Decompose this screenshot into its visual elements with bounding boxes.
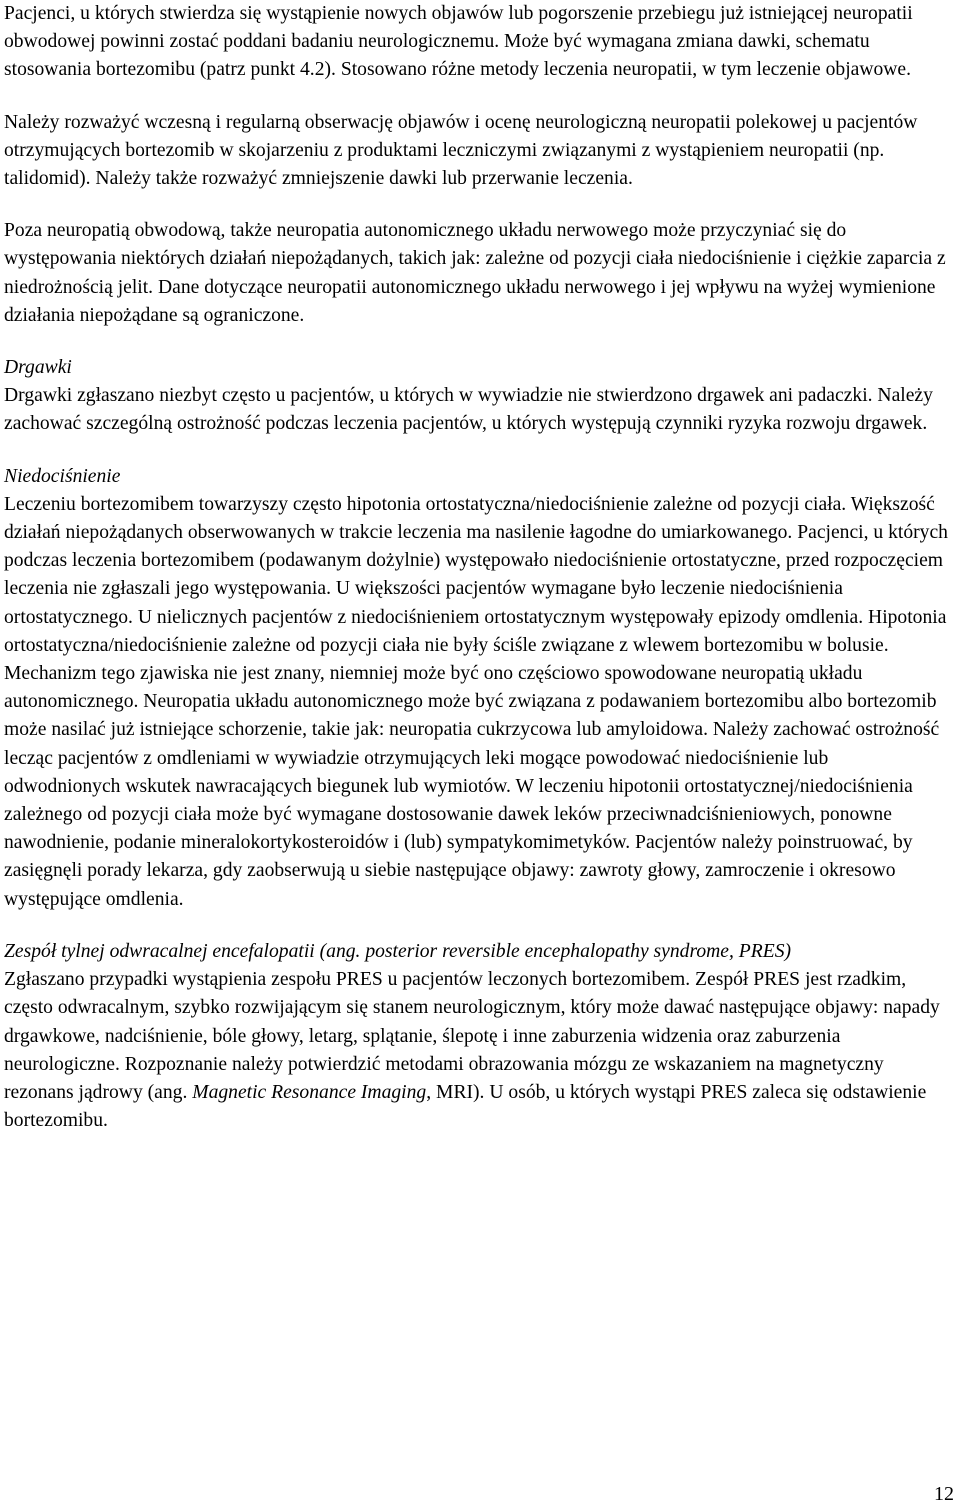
pres-body-italic-term: Magnetic Resonance Imaging <box>192 1081 427 1103</box>
page-number: 12 <box>934 1483 954 1505</box>
section-body-pres <box>4 966 948 1135</box>
section-body-hypotension: Leczeniu bortezomibem towarzyszy często hipotonia ortostatyczna/niedociśnienie zależne od pozycji ciała. Większość działań niepożądanych obserwowanych w trakcie leczenia ma nasilenie łagodne do umiarkowanego. Pacjenci, u których podczas leczenia bortezomibem (podawanym dożylnie) występowało niedociśnienie ortostatyczne, przed rozpoczęciem leczenia nie zgłaszali jego występowania. U większości pacjentów wymagane było leczenie niedociśnienia ortostatycznego. U nielicznych pacjentów z niedociśnieniem ortostatycznym występowały epizody omdlenia. Hipotonia ortostatyczna/niedociśnienie zależne od pozycji ciała nie były ściśle związane z wlewem bortezomibu w bolusie. Mechanizm tego zjawiska nie jest znany, niemniej może być ono częściowo spowodowane neuropatią układu autonomicznego. Neuropatia układu autonomicznego może być związana z podawaniem bortezomibu albo bortezomib może nasilać już istniejące schorzenie, takie jak: neuropatia cukrzycowa lub amyloidowa. Należy zachować ostrożność lecząc pacjentów z omdleniami w wywiadzie otrzymujących leki mogące powodować niedociśnienie lub odwodnionych wskutek nawracających biegunek lub wymiotów. W leczeniu hipotonii ortostatycznej/niedociśnienia zależnego od pozycji ciała może być wymagane dostosowanie dawek leków przeciwnadciśnieniowych, ponowne nawodnienie, podanie mineralokortykosteroidów i (lub) sympatykomimetyków. Pacjentów należy poinstruować, by zasięgnęli porady lekarza, gdy zaobserwują u siebie następujące objawy: zawroty głowy, zamroczenie i okresowo występujące omdlenia. <box>4 493 948 910</box>
section-heading-pres: Zespół tylnej odwracalnej encefalopatii (ang. posterior reversible encephalopathy syndrome, PRES) <box>4 940 792 962</box>
section-body-seizures: Drgawki zgłaszano niezbyt często u pacjentów, u których w wywiadzie nie stwierdzono drgawek ani padaczki. Należy zachować szczególną ostrożność podczas leczenia pacjentów, u których występują czynniki ryzyka rozwoju drgawek. <box>4 385 933 435</box>
section-seizures <box>4 354 948 439</box>
document-page <box>4 0 948 1135</box>
pres-body-text-1: Zgłaszano przypadki wystąpienia zespołu PRES u pacjentów leczonych bortezomibem. Zespół PRES jest rzadkim, często odwracalnym, szybko rozwijającym się stanem neurologicznym, który może dawać następujące objawy: napady drgawkowe, nadciśnienie, bóle głowy, letarg, splątanie, ślepotę i inne zaburzenia widzenia oraz zaburzenia neurologiczne. Rozpoznanie należy potwierdzić metodami obrazowania mózgu ze wskazaniem na magnetyczny rezonans jądrowy (ang. <box>4 969 940 1103</box>
paragraph-polyneuropathy: Należy rozważyć wczesną i regularną obserwację objawów i ocenę neurologiczną neuropatii polekowej u pacjentów otrzymujących bortezomib w skojarzeniu z produktami leczniczymi związanymi z wystąpieniem neuropatii (np. talidomid). Należy także rozważyć zmniejszenie dawki lub przerwanie leczenia. <box>4 111 918 190</box>
paragraph-intro: Pacjenci, u których stwierdza się wystąpienie nowych objawów lub pogorszenie przebiegu już istniejącej neuropatii obwodowej powinni zostać poddani badaniu neurologicznemu. Może być wymagana zmiana dawki, schematu stosowania bortezomibu (patrz punkt 4.2). Stosowano różne metody leczenia neuropatii, w tym leczenie objawowe. <box>4 3 913 81</box>
paragraph-autonomic-neuropathy: Poza neuropatią obwodową, także neuropatia autonomicznego układu nerwowego może przyczyniać się do występowania niektórych działań niepożądanych, takich jak: zależne od pozycji ciała niedociśnienie i ciężkie zaparcia z niedrożnością jelit. Dane dotyczące neuropatii autonomicznego układu nerwowego i jej wpływu na wyżej wymienione działania niepożądane są ograniczone. <box>4 220 946 326</box>
section-heading-seizures: Drgawki <box>4 357 72 379</box>
section-hypotension <box>4 463 948 914</box>
pres-body-text-2: , MRI). U osób, u których wystąpi PRES zaleca się odstawienie bortezomibu. <box>4 1081 927 1132</box>
section-pres <box>4 938 948 1135</box>
section-heading-hypotension: Niedociśnienie <box>4 465 121 487</box>
